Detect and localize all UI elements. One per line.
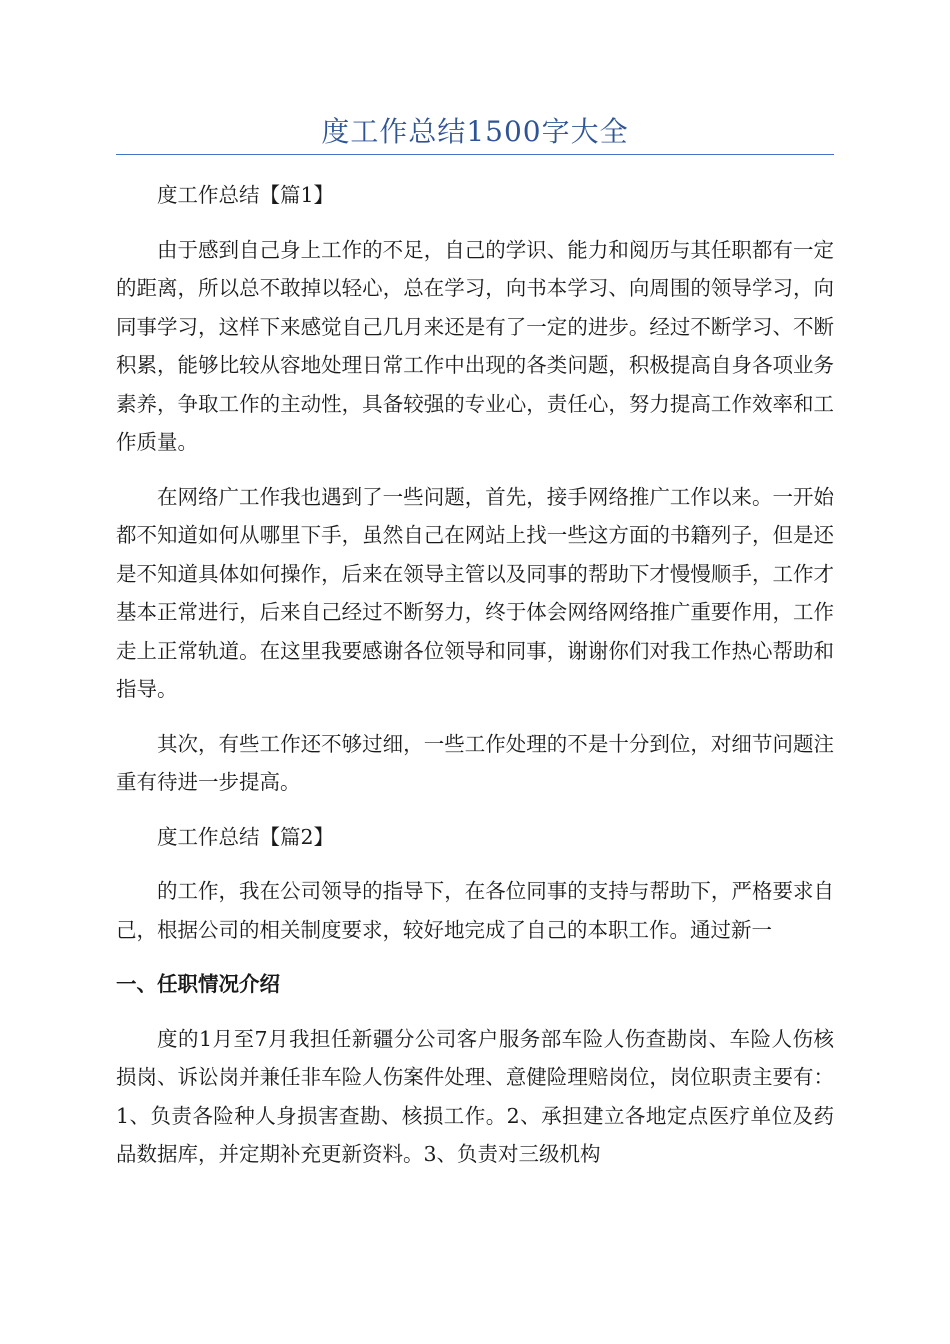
document-title: 度工作总结1500字大全	[321, 115, 629, 148]
section-heading: 一、任职情况介绍	[116, 972, 280, 996]
paragraph: 度的1月至7月我担任新疆分公司客户服务部车险人伤查勘岗、车险人伤核损岗、诉讼岗并兼任非车险人伤案件处理、意健险理赔岗位，岗位职责主要有：1、负责各险种人身损害查勘、核损工作。2、承担建立各地定点医疗单位及药品数据库，并定期补充更新资料。3、负责对三级机构	[116, 1026, 834, 1166]
section-label-part-1: 度工作总结【篇1】	[157, 183, 335, 207]
title-underline-divider	[116, 154, 834, 155]
paragraph: 由于感到自己身上工作的不足，自己的学识、能力和阅历与其任职都有一定的距离，所以总不敢掉以轻心，总在学习，向书本学习、向周围的领导学习，向同事学习，这样下来感觉自己几月来还是有了一定的进步。经过不断学习、不断积累，能够比较从容地处理日常工作中出现的各类问题，积极提高自身各项业务素养，争取工作的主动性，具备较强的专业心，责任心，努力提高工作效率和工作质量。	[116, 237, 834, 454]
paragraph: 在网络广工作我也遇到了一些问题，首先，接手网络推广工作以来。一开始都不知道如何从哪里下手，虽然自己在网站上找一些这方面的书籍列子，但是还是不知道具体如何操作，后来在领导主管以及同事的帮助下才慢慢顺手，工作才基本正常进行，后来自己经过不断努力，终于体会网络网络推广重要作用，工作走上正常轨道。在这里我要感谢各位领导和同事，谢谢你们对我工作热心帮助和指导。	[116, 484, 834, 701]
paragraph: 的工作，我在公司领导的指导下，在各位同事的支持与帮助下，严格要求自己，根据公司的相关制度要求，较好地完成了自己的本职工作。通过新一	[116, 879, 834, 942]
section-label-part-2: 度工作总结【篇2】	[157, 824, 335, 849]
paragraph: 其次，有些工作还不够过细，一些工作处理的不是十分到位，对细节问题注重有待进一步提高。	[116, 731, 834, 794]
document-body	[116, 176, 834, 1190]
